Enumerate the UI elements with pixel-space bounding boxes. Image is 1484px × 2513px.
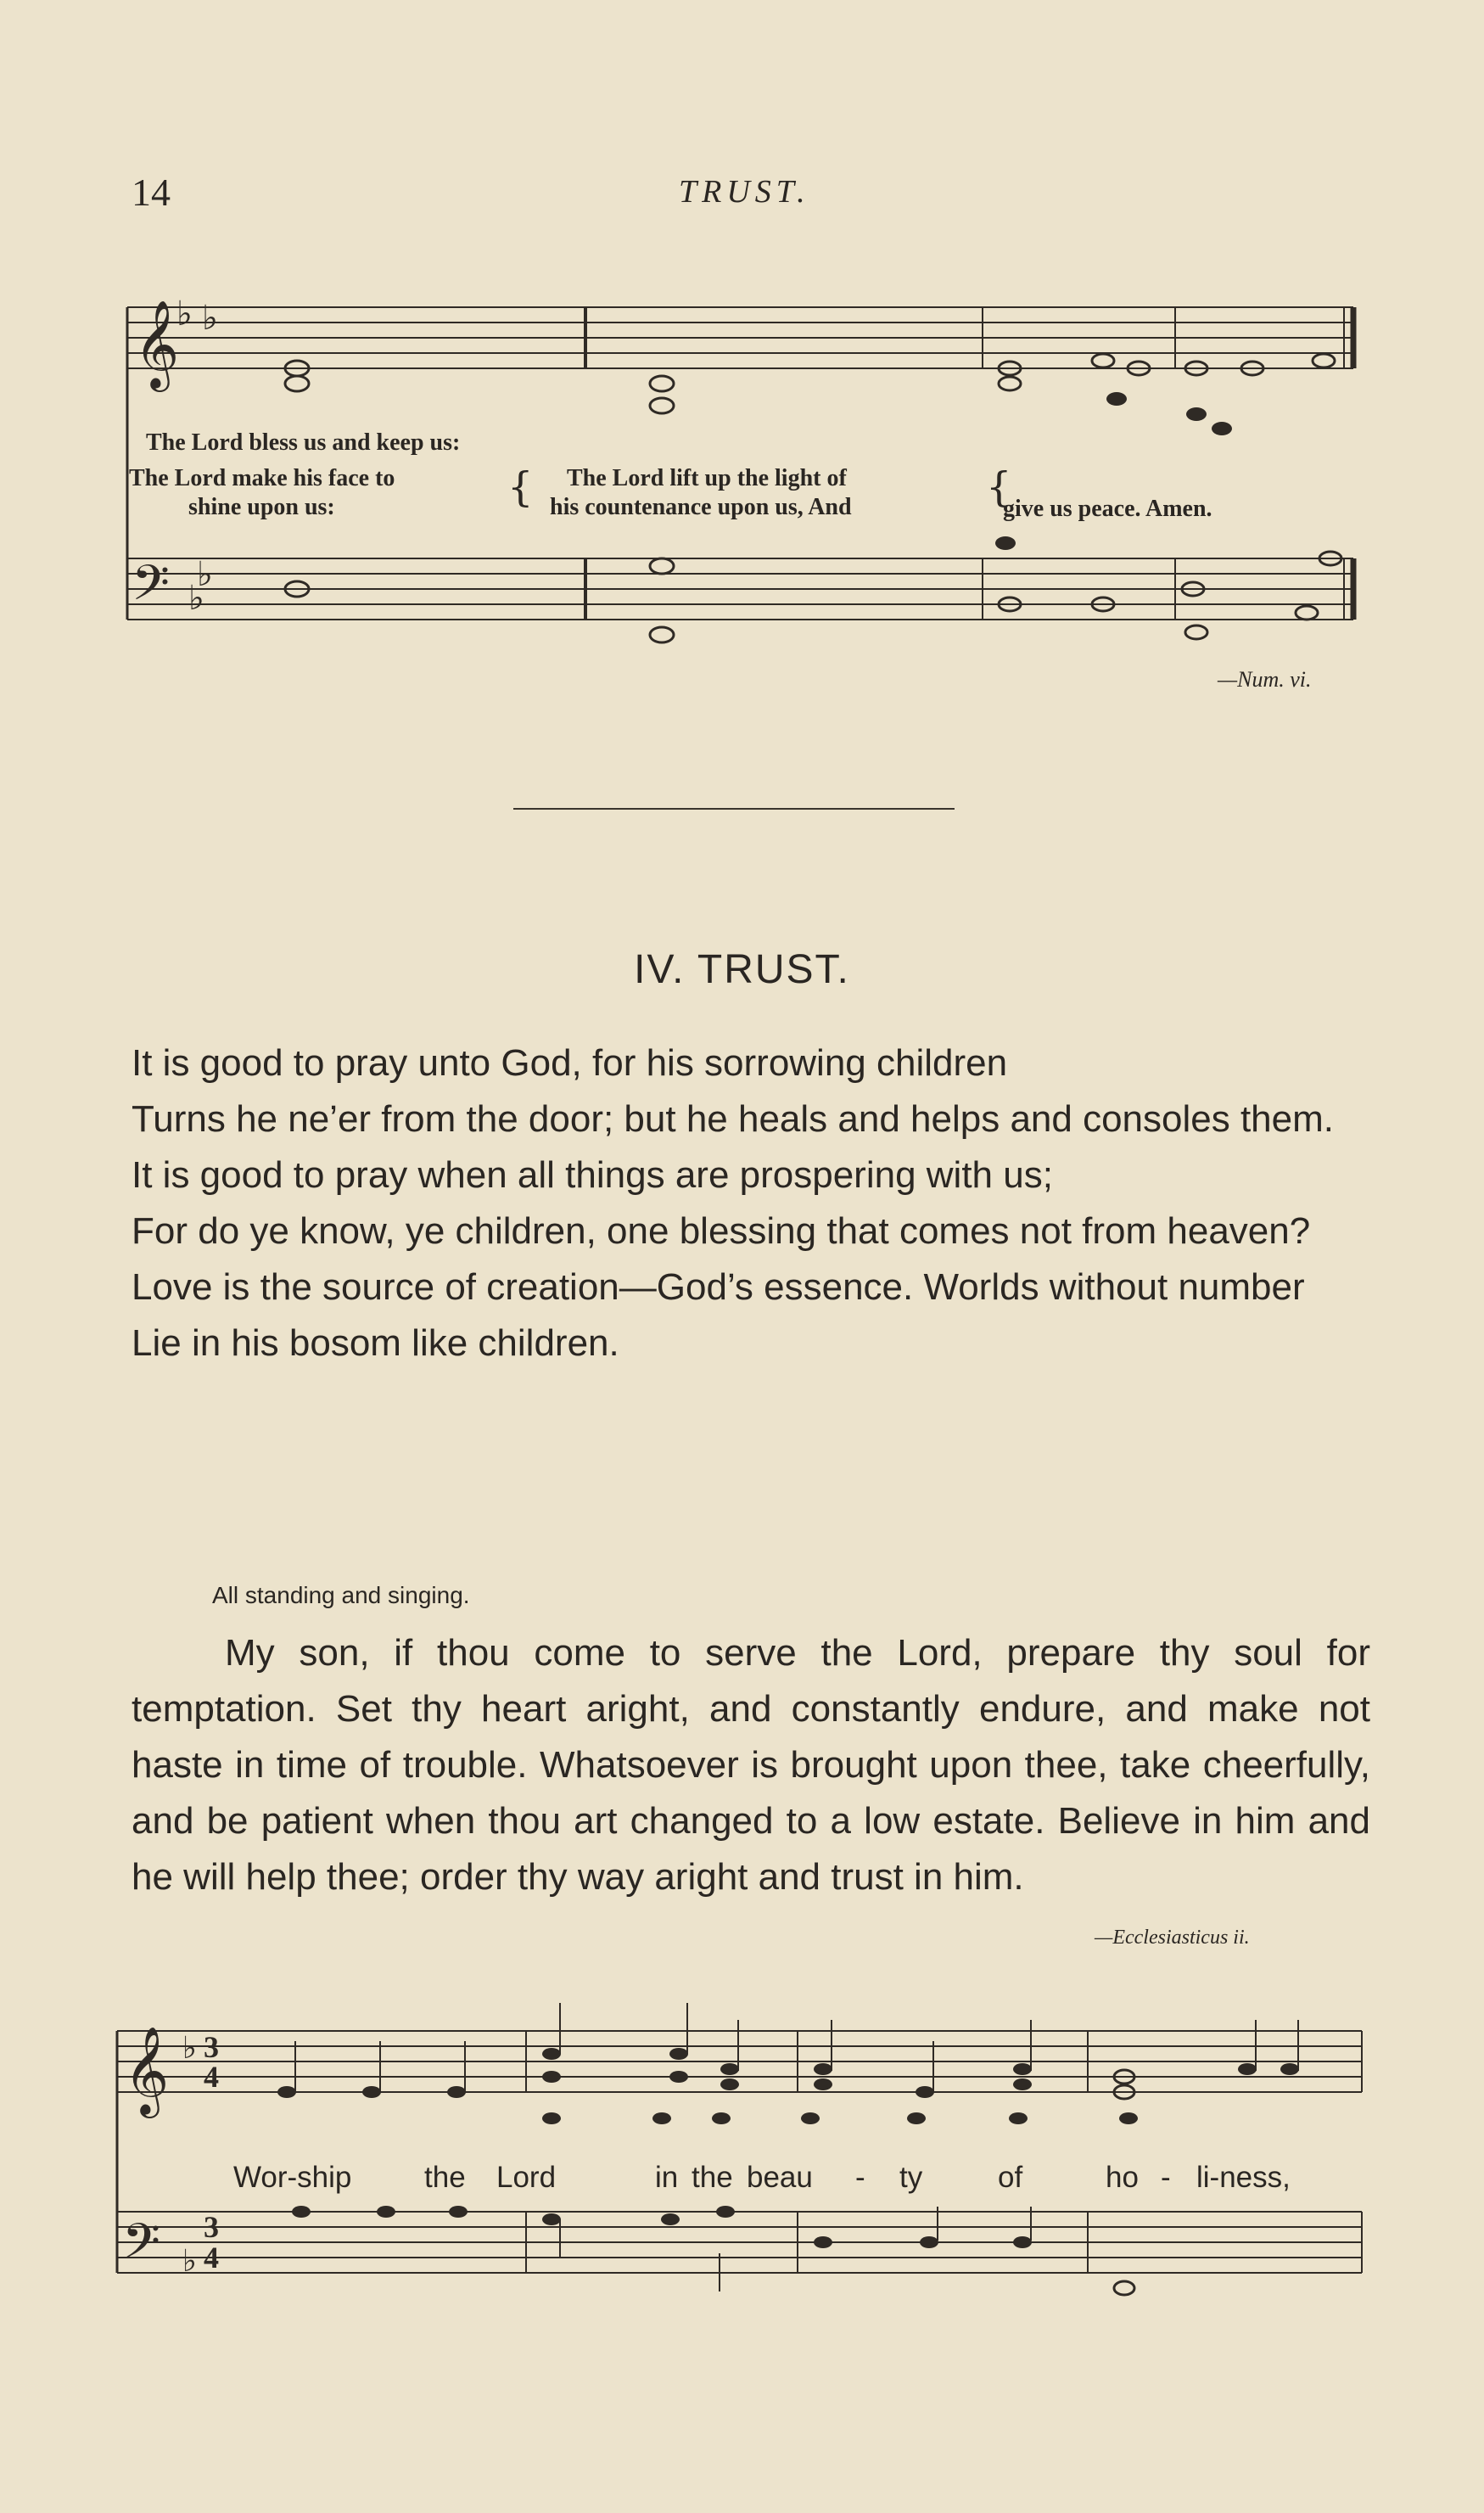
eighth-note	[669, 2071, 688, 2083]
quarter-note	[720, 2063, 739, 2075]
dotted-half-note	[1114, 2281, 1134, 2295]
eighth-note	[669, 2048, 688, 2060]
dotted-quarter-note	[542, 2071, 561, 2083]
quarter-note	[1009, 2112, 1028, 2124]
whole-note	[650, 398, 674, 413]
hymn1-lyric-line1: The Lord bless us and keep us:	[146, 429, 461, 456]
quarter-note	[1280, 2063, 1299, 2075]
time-sig-bottom: 4	[204, 2060, 219, 2094]
verse-line: It is good to pray when all things are prospering with us;	[132, 1154, 1053, 1196]
lyric-word: li-ness,	[1196, 2161, 1291, 2194]
hymn2-bass-staff	[117, 2212, 1362, 2273]
lyric-word: Wor-ship	[233, 2161, 352, 2194]
dotted-quarter-note	[542, 2048, 561, 2060]
hymn1-lyric-b2: his countenance upon us, And	[550, 494, 852, 520]
hymn1-lyric-a1: The Lord make his face to	[129, 465, 395, 491]
hymn2-treble-staff	[117, 2031, 1362, 2092]
lyric-word: Lord	[496, 2161, 557, 2194]
quarter-note	[652, 2112, 671, 2124]
hymn1-citation: —Num. vi.	[1218, 667, 1312, 692]
lyric-word: the	[692, 2161, 733, 2194]
hymn1-lyric-b1: The Lord lift up the light of	[567, 465, 847, 491]
quarter-note	[920, 2236, 938, 2248]
lyric-word: -	[855, 2161, 865, 2194]
verse-line: For do ye know, ye children, one blessing that comes not from heaven?	[132, 1210, 1311, 1252]
bass-clef-icon: 𝄢	[132, 554, 171, 624]
whole-note	[285, 376, 309, 391]
quarter-note	[907, 2112, 926, 2124]
verse-line: It is good to pray unto God, for his sorrowing children	[132, 1042, 1008, 1084]
half-note	[1092, 354, 1114, 367]
verse-block	[132, 1035, 1375, 1371]
time-sig-top: 3	[204, 2210, 219, 2244]
prose-citation: —Ecclesiasticus ii.	[1095, 1927, 1250, 1949]
quarter-note	[1013, 2078, 1032, 2090]
flat-icon: ♭	[188, 579, 204, 618]
quarter-note	[362, 2086, 381, 2098]
half-note	[999, 377, 1021, 390]
time-sig-bottom: 4	[204, 2241, 219, 2275]
quarter-note	[1119, 2112, 1138, 2124]
quarter-note	[449, 2206, 468, 2218]
verse-line: Turns he ne’er from the door; but he heals and helps and consoles them.	[132, 1098, 1335, 1140]
treble-clef-icon: 𝄞	[134, 300, 180, 389]
quarter-note	[814, 2063, 832, 2075]
whole-note	[650, 376, 674, 391]
quarter-note	[1106, 392, 1127, 406]
bass-clef-icon: 𝄢	[122, 2213, 161, 2282]
flat-icon: ♭	[202, 299, 218, 338]
quarter-note	[995, 536, 1016, 550]
quarter-note	[1238, 2063, 1257, 2075]
section-divider	[513, 808, 955, 810]
lyric-word: -	[1161, 2161, 1171, 2194]
treble-clef-icon: 𝄞	[124, 2026, 170, 2115]
section-title: IV. TRUST.	[634, 947, 850, 992]
half-note	[1296, 606, 1318, 620]
lyric-word: ho	[1106, 2161, 1139, 2194]
quarter-note	[1013, 2063, 1032, 2075]
lyric-word: beau	[747, 2161, 813, 2194]
quarter-note	[542, 2112, 561, 2124]
page-number: 14	[132, 171, 171, 214]
rubric: All standing and singing.	[212, 1582, 470, 1608]
lyric-word: the	[424, 2161, 466, 2194]
eighth-note	[661, 2213, 680, 2225]
lyric-bracket: {	[507, 463, 534, 511]
quarter-note	[447, 2086, 466, 2098]
verse-line: Lie in his bosom like children.	[132, 1322, 619, 1364]
quarter-note	[292, 2206, 311, 2218]
quarter-note	[1186, 407, 1207, 421]
lyric-word: of	[998, 2161, 1023, 2194]
quarter-note	[916, 2086, 934, 2098]
flat-icon: ♭	[182, 2031, 197, 2066]
half-note	[1185, 625, 1207, 639]
hymn1-treble-staff	[127, 307, 1353, 368]
verse-line: Love is the source of creation—God’s essence. Worlds without number	[132, 1266, 1305, 1308]
quarter-note	[716, 2206, 735, 2218]
quarter-note	[1212, 422, 1232, 435]
quarter-note	[712, 2112, 731, 2124]
quarter-note	[814, 2078, 832, 2090]
running-title: TRUST.	[679, 174, 810, 210]
quarter-note	[277, 2086, 296, 2098]
dotted-quarter-note	[542, 2213, 561, 2225]
whole-note	[650, 627, 674, 642]
flat-icon: ♭	[176, 294, 193, 334]
hymn2-lyrics	[233, 2161, 1291, 2194]
quarter-note	[720, 2078, 739, 2090]
flat-icon: ♭	[182, 2244, 197, 2279]
hymn1-bass-staff	[127, 558, 1353, 620]
whole-note	[650, 558, 674, 574]
lyric-word: ty	[899, 2161, 923, 2194]
flat-icon: ♭	[197, 555, 213, 594]
hymn1-lyric-a2: shine upon us:	[188, 494, 335, 520]
quarter-note	[1013, 2236, 1032, 2248]
time-sig-top: 3	[204, 2030, 219, 2064]
quarter-note	[814, 2236, 832, 2248]
lyric-word: in	[655, 2161, 679, 2194]
hymn1-lyric-c: give us peace. Amen.	[1003, 496, 1212, 522]
lyric-bracket: {	[986, 463, 1012, 511]
half-note	[1313, 354, 1335, 367]
quarter-note	[377, 2206, 395, 2218]
quarter-note	[801, 2112, 820, 2124]
prose-paragraph: My son, if thou come to serve the Lord, prepare thy soul for temptation. Set thy heart aright, and constantly endure, and make not haste in time of trouble. Whatsoever is brought upon thee, take cheerfully, and be patient when thou art changed to a low estate. Believe in him and he will help thee; order thy way aright and trust in him.	[132, 1632, 1370, 1898]
